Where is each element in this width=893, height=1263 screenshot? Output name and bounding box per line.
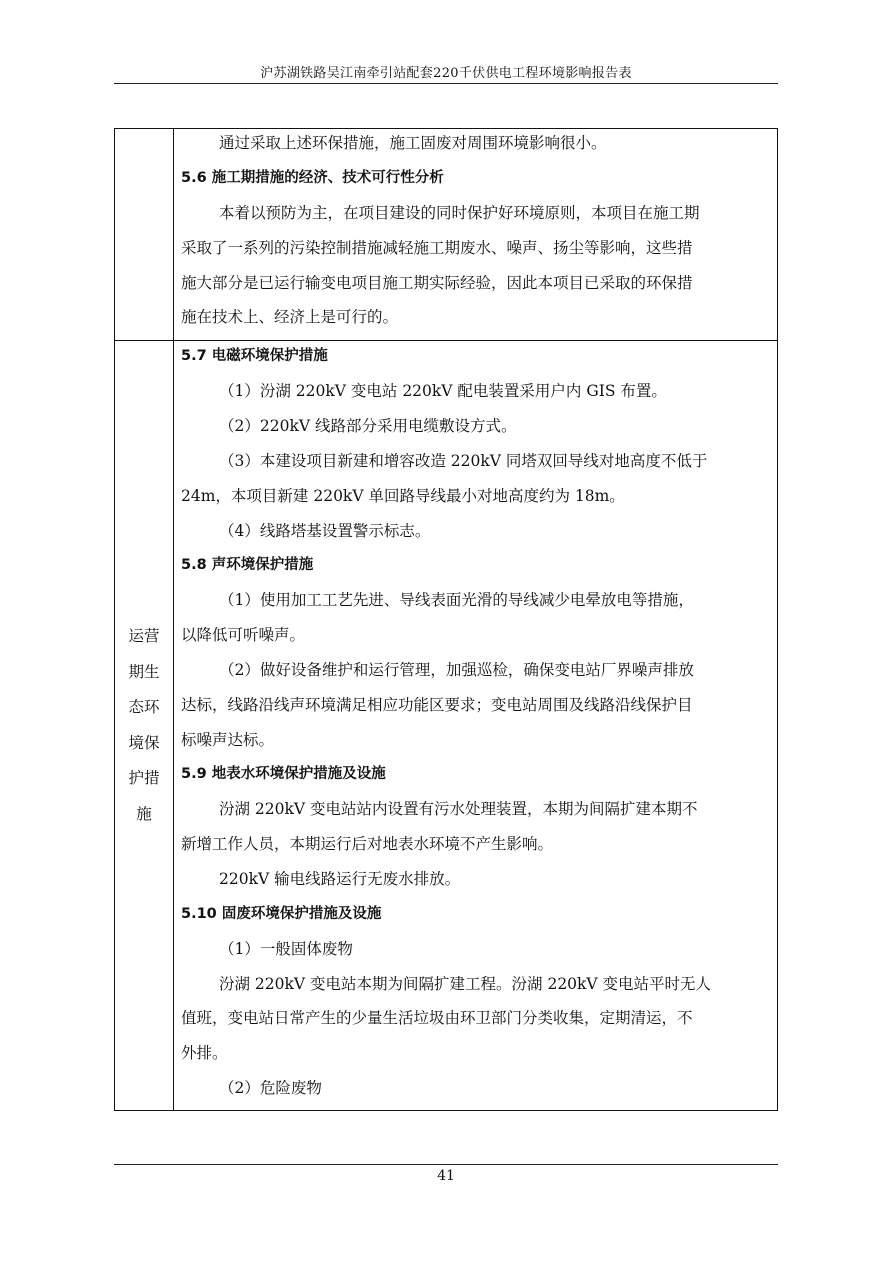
text-line: （2）220kV 线路部分采用电缆敷设方式。 (219, 417, 517, 435)
text-line: （1）一般固体废物 (219, 940, 353, 958)
row-divider (115, 340, 777, 341)
text-line: （1）使用加工工艺先进、导线表面光滑的导线减少电晕放电等措施， (219, 591, 694, 609)
text-line: 值班，变电站日常产生的少量生活垃圾由环卫部门分类收集，定期清运，不 (181, 1009, 693, 1027)
text-line: 汾湖 220kV 变电站站内设置有污水处理装置，本期为间隔扩建本期不 (219, 800, 698, 818)
row-label-line: 态环 (128, 698, 160, 716)
row-label-line: 施 (136, 804, 152, 823)
text-line: （3）本建设项目新建和增容改造 220kV 同塔双回导线对地高度不低于 (219, 452, 708, 470)
text-line: 外排。 (181, 1044, 228, 1062)
section-heading: 5.7 电磁环境保护措施 (181, 348, 328, 364)
text-line: 本着以预防为主，在项目建设的同时保护好环境原则，本项目在施工期 (219, 204, 700, 222)
text-line: 达标，线路沿线声环境满足相应功能区要求；变电站周围及线路沿线保护目 (181, 696, 693, 714)
text-line: 施大部分是已运行输变电项目施工期实际经验，因此本项目已采取的环保措 (181, 274, 693, 292)
text-line: （2）做好设备维护和运行管理，加强巡检，确保变电站厂界噪声排放 (219, 661, 694, 679)
section-heading: 5.10 固废环境保护措施及设施 (181, 906, 382, 922)
section-heading: 5.6 施工期措施的经济、技术可行性分析 (181, 170, 444, 186)
text-line: 24m，本项目新建 220kV 单回路导线最小对地高度约为 18m。 (181, 487, 625, 505)
text-line: 汾湖 220kV 变电站本期为间隔扩建工程。汾湖 220kV 变电站平时无人 (219, 975, 712, 993)
text-line: 施在技术上、经济上是可行的。 (181, 308, 399, 326)
text-line: 220kV 输电线路运行无废水排放。 (219, 870, 461, 888)
row-label-line: 运营 (128, 627, 160, 645)
section-heading: 5.9 地表水环境保护措施及设施 (181, 766, 386, 782)
row-label-line: 护措 (128, 769, 160, 787)
page-number: 41 (437, 1168, 455, 1184)
measures-table (114, 128, 778, 1111)
header-rule (114, 83, 778, 84)
text-line: 通过采取上述环保措施，施工固废对周围环境影响很小。 (219, 134, 607, 152)
text-line: （2）危险废物 (219, 1079, 322, 1097)
column-divider (173, 129, 174, 1110)
text-line: 新增工作人员，本期运行后对地表水环境不产生影响。 (181, 835, 554, 853)
footer-rule (114, 1164, 778, 1165)
section-heading: 5.8 声环境保护措施 (181, 557, 314, 573)
text-line: 以降低可听噪声。 (181, 626, 306, 644)
row-label-operation-period (115, 619, 173, 832)
row-label-line: 境保 (128, 733, 160, 752)
text-line: （1）汾湖 220kV 变电站 220kV 配电装置采用户内 GIS 布置。 (219, 382, 667, 400)
text-line: 标噪声达标。 (181, 731, 275, 749)
page-header-title: 沪苏湖铁路吴江南牵引站配套220千伏供电工程环境影响报告表 (260, 66, 632, 81)
text-line: 采取了一系列的污染控制措施减轻施工期废水、噪声、扬尘等影响，这些措 (181, 239, 693, 257)
row-label-line: 期生 (128, 662, 160, 681)
text-line: （4）线路塔基设置警示标志。 (219, 522, 431, 540)
